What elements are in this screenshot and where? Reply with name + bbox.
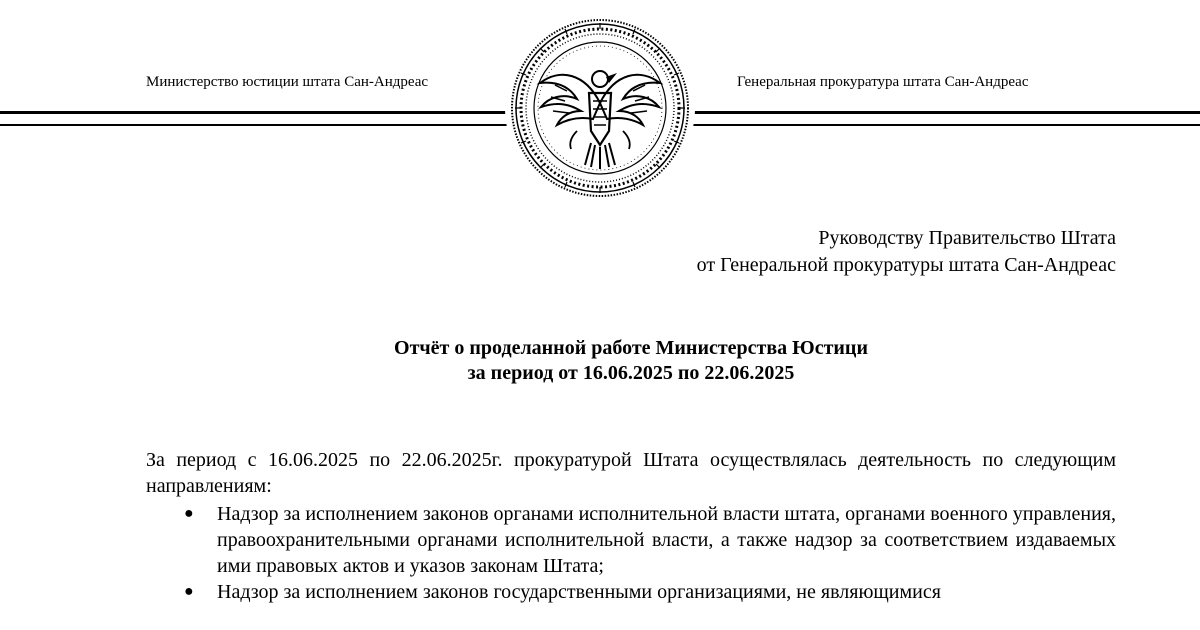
bullet-icon: ● bbox=[184, 583, 194, 600]
addressee-line-2: от Генеральной прокуратуры штата Сан-Андреас bbox=[696, 254, 1116, 276]
addressee-line-1: Руководству Правительство Штата bbox=[818, 227, 1116, 249]
list-item bbox=[146, 501, 1116, 579]
list-item-text: Надзор за исполнением законов органами исполнительной власти штата, органами военного управления, правоохранительными органами исполнительной власти, а также надзор за соответствием издаваемых ими правовых актов и указов законам Штата; bbox=[217, 503, 1116, 577]
activity-list bbox=[146, 501, 1116, 605]
header-ministry-name: Министерство юстиции штата Сан-Андреас bbox=[146, 74, 429, 90]
report-title-line-1: Отчёт о проделанной работе Министерства Юстици bbox=[394, 337, 868, 359]
intro-paragraph: За период с 16.06.2025 по 22.06.2025г. прокуратурой Штата осуществлялась деятельность по следующим направлениям: bbox=[146, 449, 1116, 497]
list-item-text: Надзор за исполнением законов государственными организациями, не являющимися bbox=[217, 581, 941, 603]
header-prosecutor-name: Генеральная прокуратура штата Сан-Андреас bbox=[737, 74, 1029, 90]
report-title-line-2: за период от 16.06.2025 по 22.06.2025 bbox=[467, 362, 795, 384]
list-item bbox=[146, 579, 1116, 605]
bullet-icon: ● bbox=[184, 505, 194, 522]
addressee-block bbox=[697, 225, 1116, 279]
report-title bbox=[0, 336, 1200, 386]
state-eagle-seal-icon bbox=[505, 13, 695, 203]
report-body bbox=[146, 447, 1116, 605]
